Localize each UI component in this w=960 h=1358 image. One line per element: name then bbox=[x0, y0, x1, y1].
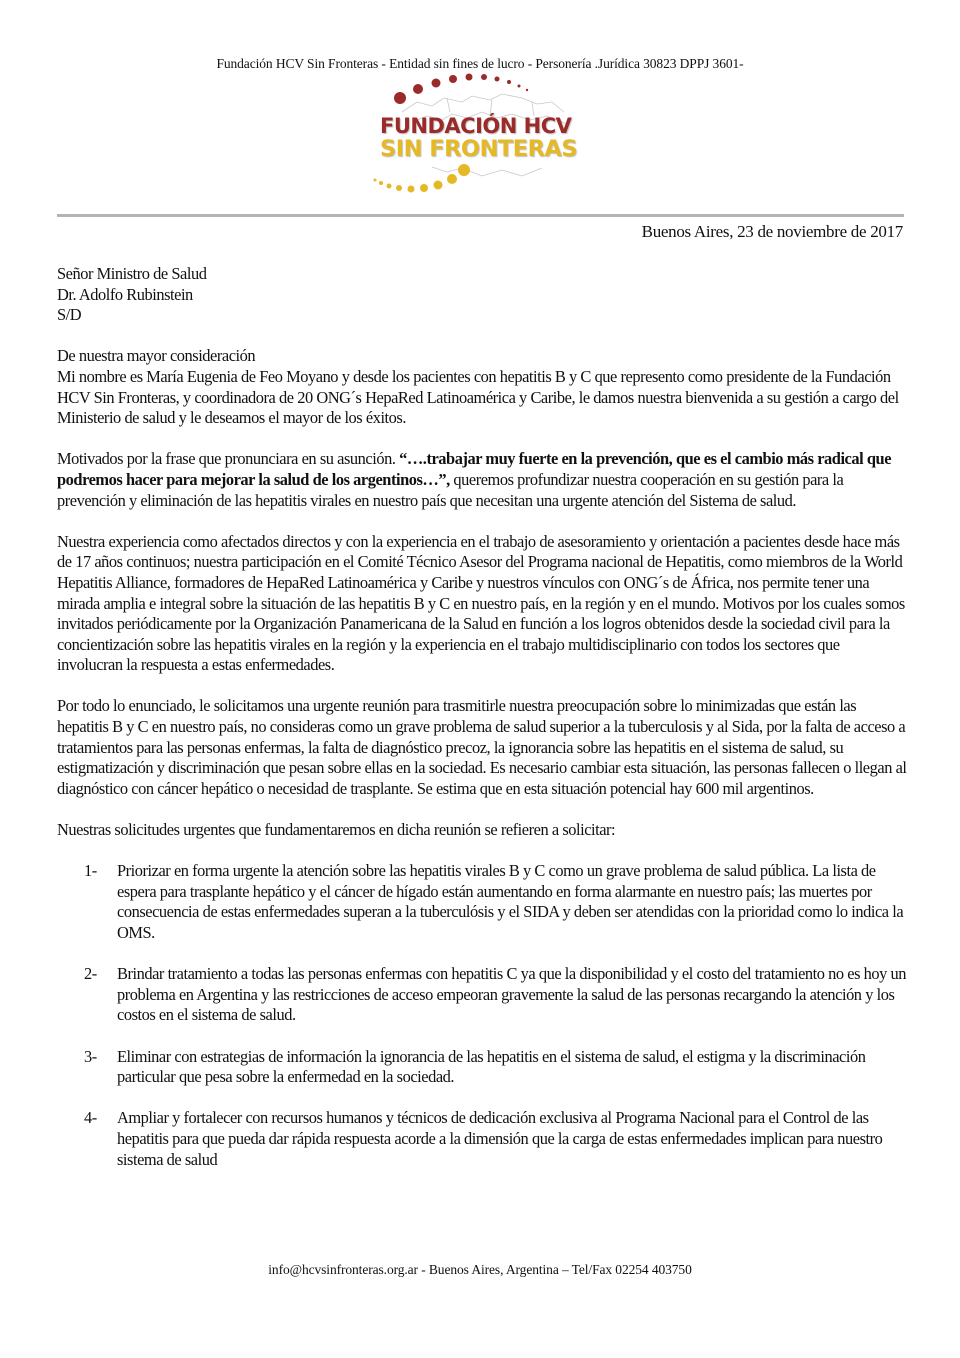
logo-text-fundacion-hcv: FUNDACIÓN HCV bbox=[380, 114, 572, 138]
letterhead-footer: info@hcvsinfronteras.org.ar - Buenos Aires, Argentina – Tel/Fax 02254 403750 bbox=[268, 1262, 692, 1277]
motivation-after: queremos profundizar nuestra cooperación en su gestión para la prevención y eliminación de las hepatitis virales en nuestro país que necesitan una urgente atención del Sistema de salud. bbox=[57, 469, 844, 510]
header-divider bbox=[57, 214, 904, 217]
list-item-text: Brindar tratamiento a todas las personas enfermas con hepatitis C ya que la disponibilidad y el costo del tratamiento no es hoy un problema en Argentina y las restricciones de acceso empeoran gravemente la salud de las personas recargando la atención y los costos en el sistema de salud. bbox=[117, 964, 907, 1025]
list-item bbox=[57, 1047, 907, 1088]
requests-intro: Nuestras solicitudes urgentes que fundamentaremos en dicha reunión se refieren a solicitar: bbox=[57, 820, 616, 840]
salutation: De nuestra mayor consideración bbox=[57, 346, 256, 366]
letterhead-top-line: Fundación HCV Sin Fronteras - Entidad sin fines de lucro - Personería .Jurídica 30823 DPPJ 3601- bbox=[216, 56, 744, 71]
list-item-text: Ampliar y fortalecer con recursos humanos y técnicos de dedicación exclusiva al Programa Nacional para el Control de las hepatitis para que pueda dar rápida respuesta acorde a la dimensión que la carga de estas enfermedades implican para nuestro sistema de salud bbox=[117, 1108, 883, 1169]
addressee-title: Señor Ministro de Salud bbox=[57, 264, 207, 283]
meeting-request-paragraph: Por todo lo enunciado, le solicitamos una urgente reunión para trasmitirle nuestra preocupación sobre lo minimizadas que están las hepatitis B y C en nuestro país, no consideras como un grave problema de salud superior a la tuberculosis y al Sida, por la falta de acceso a tratamientos para las personas enfermas, la falta de diagnóstico precoz, la ignorancia sobre las hepatitis en el sistema de salud, su estigmatización y discriminación que pesan sobre ellas en la sociedad. Es necesario cambiar esta situación, las personas fallecen o llegan al diagnóstico con cáncer hepático o necesidad de trasplante. Se estima que en esta situación potencial hay 600 mil argentinos. bbox=[57, 696, 907, 798]
list-item-text: Priorizar en forma urgente la atención sobre las hepatitis virales B y C como un grave problema de salud pública. La lista de espera para trasplante hepático y el cáncer de hígado están aumentando en forma alarmante en nuestro país; las muertes por consecuencia de estas enfermedades superan a la tuberculósis y el SIDA y deben ser atendidas con la prioridad como lo indica la OMS. bbox=[117, 861, 904, 942]
experience-paragraph: Nuestra experiencia como afectados directos y con la experiencia en el trabajo de asesoramiento y orientación a pacientes desde hace más de 17 años continuos; nuestra participación en el Comité Técnico Asesor del Programa nacional de Hepatitis, como miembros de la World Hepatitis Alliance, formadores de HepaRed Latinoamérica y Caribe y nuestros vínculos con ONG´s de África, nos permite tener una mirada amplia e integral sobre la situación de las hepatitis B y C en nuestro país, en la región y en el mundo. Motivos por los cuales somos invitados periódicamente por la Organización Panamericana de la Salud en función a los logros obtenidos desde la sociedad civil para la concientización sobre las hepatitis virales en la región y la experiencia en el trabajo multidisciplinario con todos los sectores que involucran la respuesta a estas enfermedades. bbox=[57, 531, 905, 675]
addressee-sd: S/D bbox=[57, 305, 82, 325]
intro-paragraph: Mi nombre es María Eugenia de Feo Moyano y desde los pacientes con hepatitis B y C que represento como presidente de la Fundación HCV Sin Fronteras, y coordinadora de 20 ONG´s HepaRed Latinoamérica y Caribe, le damos nuestra bienvenida a su gestión a cargo del Ministerio de salud y le deseamos el mayor de los éxitos. bbox=[57, 366, 899, 428]
letter-date: Buenos Aires, 23 de noviembre de 2017 bbox=[641, 222, 903, 241]
list-item-number: 2- bbox=[84, 964, 97, 984]
addressee-block bbox=[57, 264, 907, 326]
letter-body bbox=[57, 264, 907, 1191]
requests-list bbox=[57, 861, 907, 1170]
list-item-number: 4- bbox=[84, 1108, 97, 1128]
motivation-paragraph bbox=[57, 449, 907, 511]
list-item bbox=[57, 861, 907, 943]
list-item bbox=[57, 964, 907, 1026]
list-item-text: Eliminar con estrategias de información la ignorancia de las hepatitis en el sistema de salud, el estigma y la discriminación particular que pesa sobre la enfermedad en la sociedad. bbox=[117, 1046, 866, 1087]
foundation-logo bbox=[372, 72, 588, 196]
list-item bbox=[57, 1108, 907, 1170]
list-item-number: 3- bbox=[84, 1046, 97, 1066]
list-item-number: 1- bbox=[84, 861, 97, 881]
minister-quote: “….trabajar muy fuerte en la prevención, que es el cambio más radical que podremos hacer para mejorar la salud de los argentinos…”, bbox=[57, 449, 892, 489]
addressee-name: Dr. Adolfo Rubinstein bbox=[57, 284, 193, 304]
logo-text-sin-fronteras: SIN FRONTERAS bbox=[380, 136, 578, 162]
motivation-before: Motivados por la frase que pronunciara en su asunción. bbox=[57, 449, 400, 469]
